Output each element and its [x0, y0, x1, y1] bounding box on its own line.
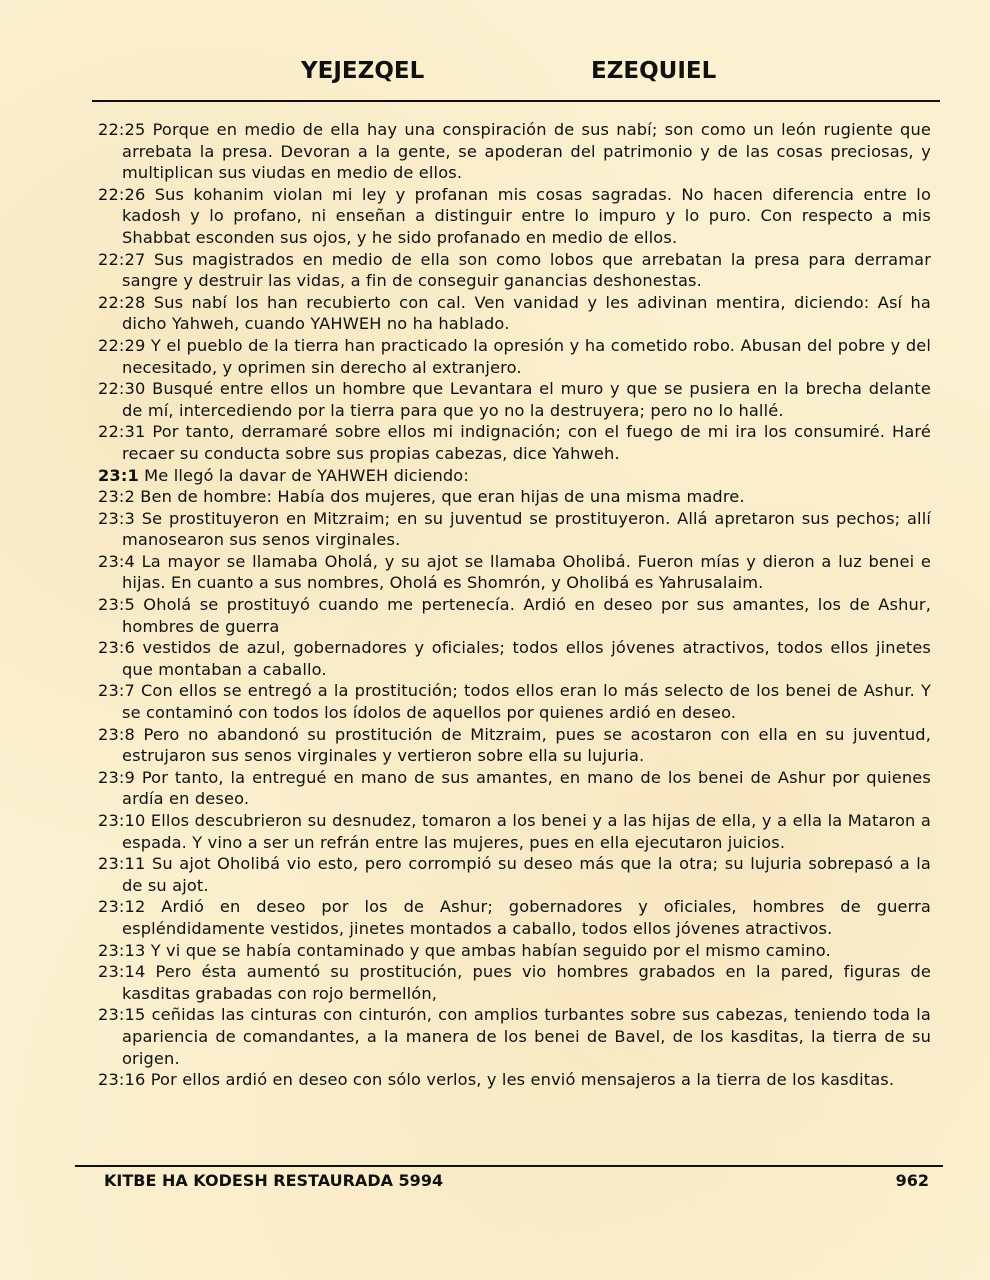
page-header — [0, 58, 990, 90]
verse — [98, 594, 931, 637]
verse — [98, 551, 931, 594]
verse — [98, 940, 931, 962]
verse-text: ceñidas las cinturas con cinturón, con amplios turbantes sobre sus cabezas, teniendo toda la apariencia de comandantes, a la manera de los benei de Bavel, de los kasditas, la tierra de su origen. — [122, 1005, 932, 1068]
header-rule — [92, 100, 940, 102]
verse-ref: 22:26 — [98, 184, 146, 204]
verse — [98, 961, 931, 1004]
verse-text: Sus magistrados en medio de ella son como lobos que arrebatan la presa para derramar sangre y destruir las vidas, a fin de conseguir ganancias deshonestas. — [122, 249, 932, 291]
header-hebrew-title: YEJEZQEL — [301, 58, 425, 84]
verse — [98, 810, 931, 853]
footer-book-title: KITBE HA KODESH RESTAURADA 5994 — [104, 1171, 444, 1190]
verse-ref: 23:5 — [98, 595, 135, 615]
verse-ref: 22:28 — [98, 292, 146, 312]
header-spanish-title: EZEQUIEL — [591, 58, 717, 84]
verse-ref: 23:15 — [98, 1005, 146, 1025]
verse-ref: 23:12 — [98, 897, 146, 917]
verse-text: Se prostituyeron en Mitzraim; en su juventud se prostituyeron. Allá apretaron sus pechos; allí manosearon sus senos virginales. — [122, 508, 932, 550]
chapter-start-ref: 23:1 — [98, 465, 139, 485]
verse — [98, 184, 931, 249]
verse-ref: 23:16 — [98, 1070, 146, 1090]
verse-ref: 23:4 — [98, 551, 135, 571]
verse-text: Oholá se prostituyó cuando me pertenecía. Ardió en deseo por sus amantes, los de Ashur, hombres de guerra — [122, 595, 932, 636]
verse — [98, 853, 931, 896]
verse-ref: 23:9 — [98, 767, 135, 787]
verse-ref: 23:7 — [98, 681, 135, 701]
verse-ref: 22:25 — [98, 120, 146, 139]
verse — [98, 486, 931, 508]
verse-text: Pero no abandonó su prostitución de Mitzraim, pues se acostaron con ella en su juventud, estrujaron sus senos virginales y vertieron sobre ella su lujuria. — [122, 724, 931, 766]
verse-text: Por ellos ardió en deseo con sólo verlos, y les envió mensajeros a la tierra de los kasditas. — [150, 1070, 895, 1090]
verse-ref: 22:30 — [98, 379, 146, 399]
verse-ref: 23:11 — [98, 854, 146, 874]
verse — [98, 896, 931, 939]
verse-text: Porque en medio de ella hay una conspiración de sus nabí; son como un león rugiente que arrebata la presa. Devoran a la gente, se apoderan del patrimonio y de las cosas preciosas, y multiplican sus viudas en medio de ellos. — [122, 120, 931, 183]
page-footer — [0, 1171, 990, 1195]
verse-text: Por tanto, la entregué en mano de sus amantes, en mano de los benei de Ashur por quienes ardía en deseo. — [122, 767, 931, 809]
verse — [98, 119, 931, 184]
verse-text: Me llegó la davar de YAHWEH diciendo: — [144, 465, 469, 485]
verse-text: Por tanto, derramaré sobre ellos mi indignación; con el fuego de mi ira los consumiré. Haré recaer su conducta sobre sus propias cabezas, dice Yahweh. — [122, 422, 931, 463]
verse-ref: 23:10 — [98, 811, 146, 830]
verse-ref: 22:31 — [98, 422, 146, 442]
verse-text: Sus nabí los han recubierto con cal. Ven vanidad y les adivinan mentira, diciendo: Así ha dicho Yahweh, cuando YAHWEH no ha hablado. — [122, 292, 932, 334]
verse-ref: 23:3 — [98, 508, 135, 528]
verse-list — [98, 119, 931, 1091]
verse-text: La mayor se llamaba Oholá, y su ajot se llamaba Oholibá. Fueron mías y dieron a luz benei e hijas. En cuanto a sus nombres, Oholá es Shomrón, y Oholibá es Yahrusalaim. — [122, 551, 931, 593]
verse-ref: 23:2 — [98, 487, 135, 507]
verse-ref: 23:6 — [98, 638, 135, 658]
verse — [98, 508, 931, 551]
verse-text: Ben de hombre: Había dos mujeres, que eran hijas de una misma madre. — [140, 487, 745, 507]
verse — [98, 767, 931, 810]
verse-ref: 23:14 — [98, 962, 146, 982]
verse — [98, 637, 931, 680]
verse-ref: 22:27 — [98, 249, 146, 269]
verse-text: Su ajot Oholibá vio esto, pero corrompió su deseo más que la otra; su lujuria sobrepasó a la de su ajot. — [122, 854, 932, 895]
verse — [98, 465, 931, 487]
verse-text: vestidos de azul, gobernadores y oficiales; todos ellos jóvenes atractivos, todos ellos jinetes que montaban a caballo. — [122, 638, 932, 679]
verse-text: Y el pueblo de la tierra han practicado la opresión y ha cometido robo. Abusan del pobre y del necesitado, y oprimen sin derecho al extranjero. — [122, 335, 931, 377]
verse — [98, 1069, 931, 1091]
verse-text: Ellos descubrieron su desnudez, tomaron a los benei y a las hijas de ella, y a ella la Mataron a espada. Y vino a ser un refrán entre las mujeres, pues en ella ejecutaron juicios. — [122, 811, 932, 852]
verse — [98, 724, 931, 767]
verse — [98, 1004, 931, 1069]
verse — [98, 378, 931, 421]
page-number: 962 — [895, 1171, 929, 1190]
verse — [98, 335, 931, 378]
verse — [98, 292, 931, 335]
verse — [98, 421, 931, 464]
verse-text: Busqué entre ellos un hombre que Levantara el muro y que se pusiera en la brecha delante de mí, intercediendo por la tierra para que yo no la destruyera; pero no lo hallé. — [122, 379, 932, 420]
verse-text: Pero ésta aumentó su prostitución, pues vio hombres grabados en la pared, figuras de kasditas grabadas con rojo bermellón, — [122, 962, 932, 1003]
verse — [98, 680, 931, 723]
verse — [98, 249, 931, 292]
verse-text: Sus kohanim violan mi ley y profanan mis cosas sagradas. No hacen diferencia entre lo kadosh y lo profano, ni enseñan a distinguir entre lo impuro y lo puro. Con respecto a mis Shabbat esconden sus ojos, y he sido profanado en medio de ellos. — [122, 184, 931, 247]
verse-text: Ardió en deseo por los de Ashur; gobernadores y oficiales, hombres de guerra espléndidamente vestidos, jinetes montados a caballo, todos ellos jóvenes atractivos. — [122, 897, 932, 938]
verse-ref: 23:8 — [98, 724, 135, 744]
verse-text: Y vi que se había contaminado y que ambas habían seguido por el mismo camino. — [150, 940, 831, 960]
footer-rule — [75, 1165, 943, 1167]
verse-text: Con ellos se entregó a la prostitución; todos ellos eran lo más selecto de los benei de Ashur. Y se contaminó con todos los ídolos de aquellos por quienes ardió en deseo. — [122, 681, 931, 723]
verse-ref: 23:13 — [98, 940, 146, 960]
verse-ref: 22:29 — [98, 335, 146, 355]
